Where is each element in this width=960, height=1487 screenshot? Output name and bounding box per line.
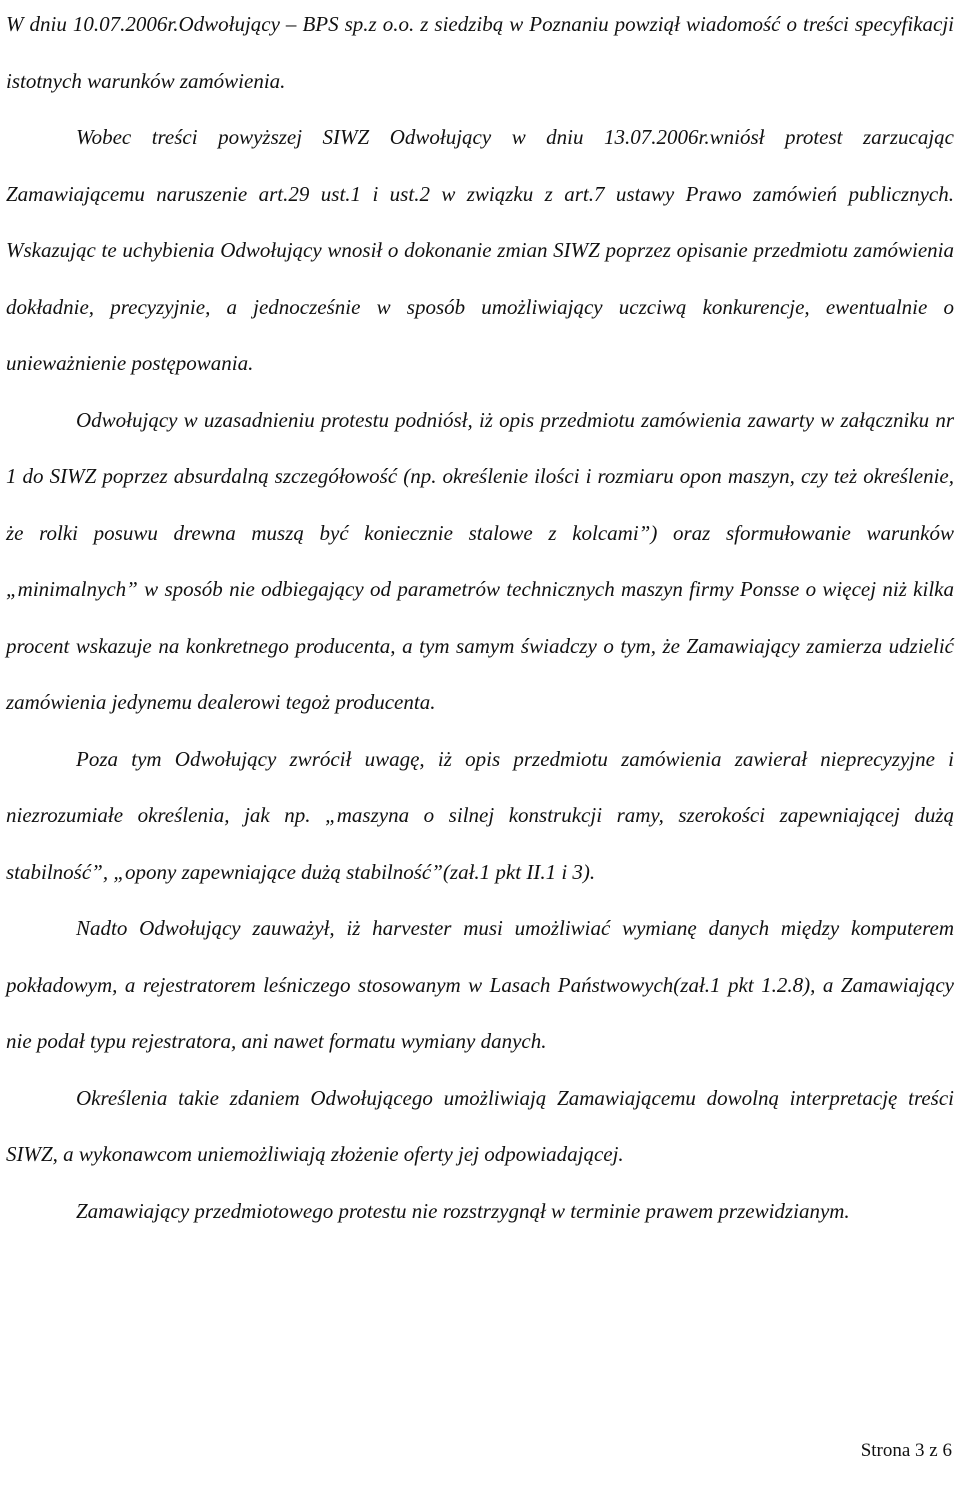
- paragraph-6: Określenia takie zdaniem Odwołującego umożliwiają Zamawiającemu dowolną interpretację treści SIWZ, a wykonawcom uniemożliwiają złożenie oferty jej odpowiadającej.: [6, 1085, 954, 1166]
- paragraph-7: Zamawiający przedmiotowego protestu nie rozstrzygnął w terminie prawem przewidzianym.: [76, 1198, 850, 1223]
- paragraph-4: Poza tym Odwołujący zwrócił uwagę, iż opis przedmiotu zamówienia zawierał nieprecyzyjne i niezrozumiałe określenia, jak np. „maszyna o silnej konstrukcji ramy, szerokości zapewniającej dużą stabilność”, „opony zapewniające dużą stabilność”(zał.1 pkt II.1 i 3).: [6, 746, 954, 884]
- paragraph-5: Nadto Odwołujący zauważył, iż harvester musi umożliwiać wymianę danych między komputerem pokładowym, a rejestratorem leśniczego stosowanym w Lasach Państwowych(zał.1 pkt 1.2.8), a Zamawiający nie podał typu rejestratora, ani nawet formatu wymiany danych.: [6, 916, 954, 1053]
- paragraph-1: W dniu 10.07.2006r.Odwołujący – BPS sp.z o.o. z siedzibą w Poznaniu powziął wiadomość o treści specyfikacji istotnych warunków zamówienia.: [6, 12, 954, 93]
- page-number: Strona 3 z 6: [860, 1440, 952, 1461]
- paragraph-2: Wobec treści powyższej SIWZ Odwołujący w dniu 13.07.2006r.wniósł protest zarzucając Zamawiającemu naruszenie art.29 ust.1 i ust.2 w związku z art.7 ustawy Prawo zamówień publicznych. Wskazując te uchybienia Odwołujący wnosił o dokonanie zmian SIWZ poprzez opisanie przedmiotu zamówienia dokładnie, precyzyjnie, a jednocześnie w sposób umożliwiający uczciwą konkurencje, ewentualnie o unieważnienie postępowania.: [6, 125, 954, 375]
- document-body: [6, 0, 954, 1239]
- paragraph-3: Odwołujący w uzasadnieniu protestu podniósł, iż opis przedmiotu zamówienia zawarty w załączniku nr 1 do SIWZ poprzez absurdalną szczegółowość (np. określenie ilości i rozmiaru opon maszyn, czy też określenie, że rolki posuwu drewna muszą być koniecznie stalowe z kolcami”) oraz sformułowanie warunków „minimalnych” w sposób nie odbiegający od parametrów technicznych maszyn firmy Ponsse o więcej niż kilka procent wskazuje na konkretnego producenta, a tym samym świadczy o tym, że Zamawiający zamierza udzielić zamówienia jedynemu dealerowi tegoż producenta.: [6, 407, 954, 714]
